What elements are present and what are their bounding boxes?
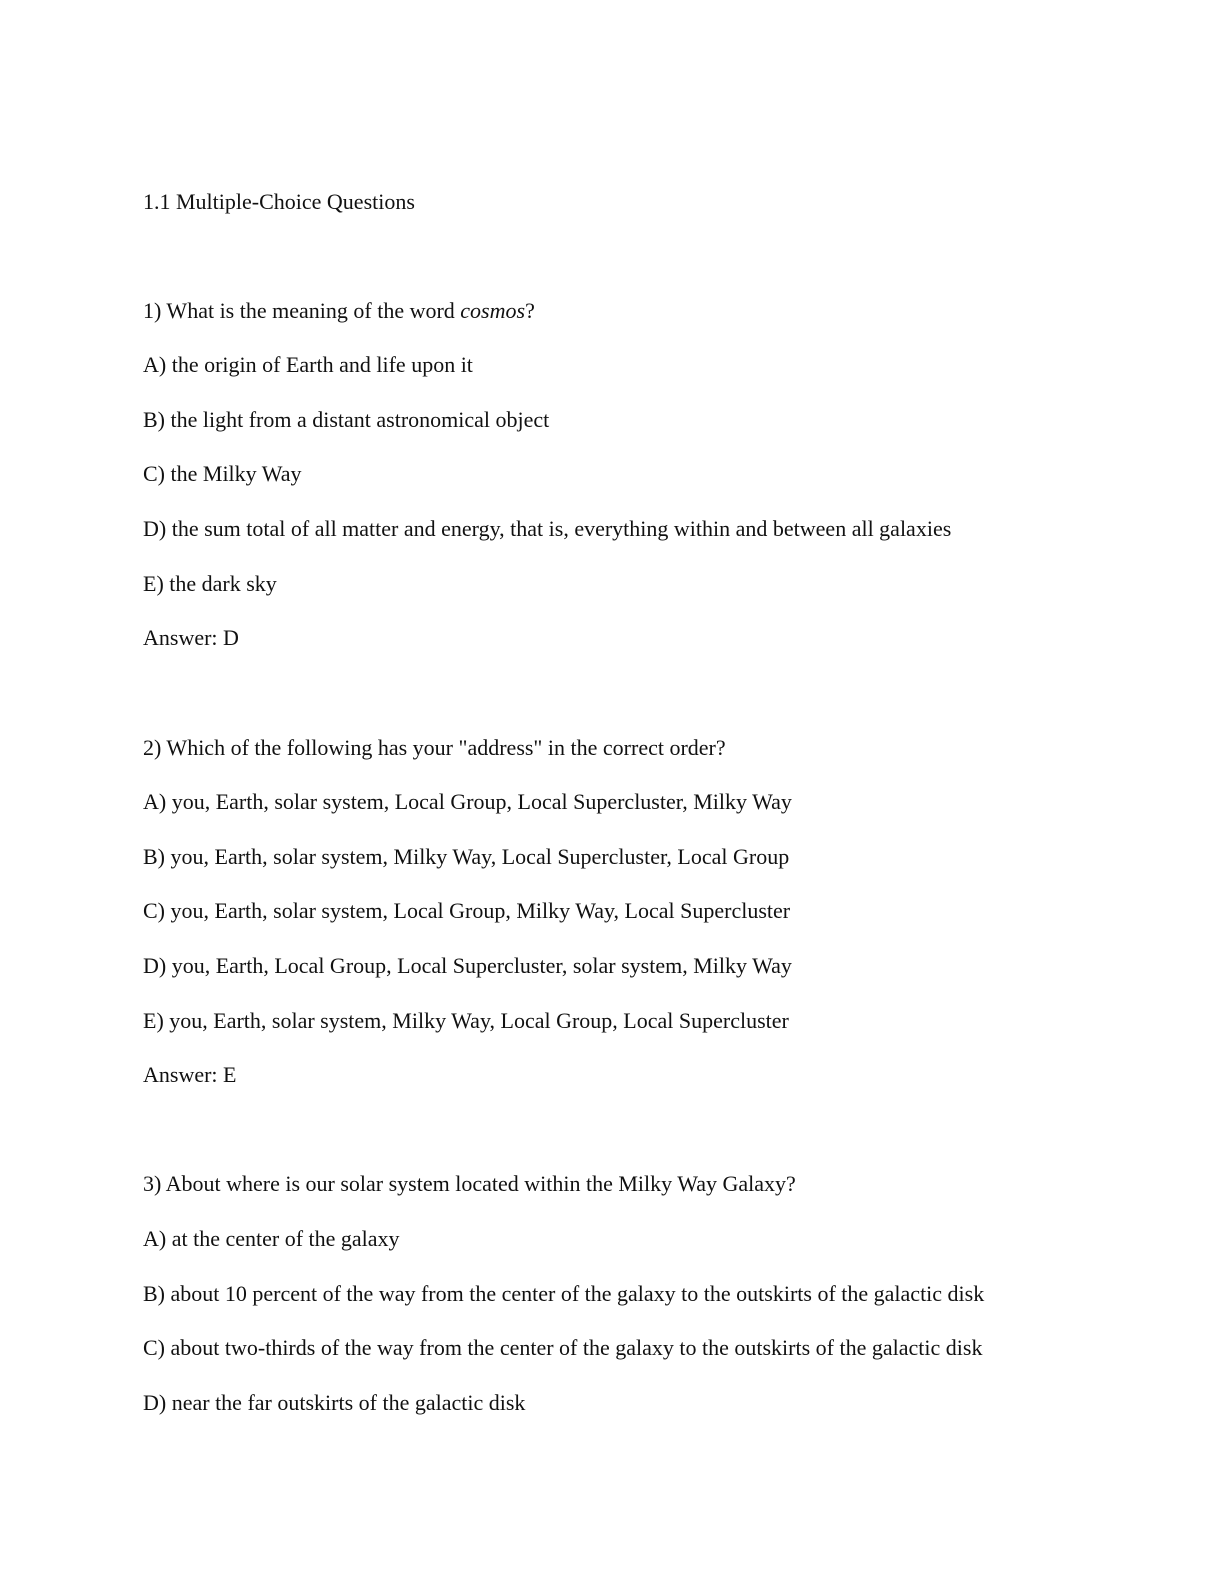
- q2-option-e: E) you, Earth, solar system, Milky Way, Local Group, Local Supercluster: [143, 1008, 789, 1033]
- question-1-prompt: [143, 298, 535, 324]
- section-title: 1.1 Multiple-Choice Questions: [143, 189, 415, 214]
- question-3-prompt: 3) About where is our solar system located within the Milky Way Galaxy?: [143, 1171, 796, 1196]
- q2-option-b: B) you, Earth, solar system, Milky Way, Local Supercluster, Local Group: [143, 844, 790, 869]
- question-2-prompt: 2) Which of the following has your "address" in the correct order?: [143, 735, 726, 760]
- q2-answer: Answer: E: [143, 1062, 237, 1087]
- q2-option-d: D) you, Earth, Local Group, Local Supercluster, solar system, Milky Way: [143, 953, 792, 978]
- q1-option-e: E) the dark sky: [143, 571, 277, 596]
- q3-option-c: C) about two-thirds of the way from the center of the galaxy to the outskirts of the galactic disk: [143, 1335, 983, 1360]
- q2-option-a: A) you, Earth, solar system, Local Group, Local Supercluster, Milky Way: [143, 789, 792, 814]
- q1-option-c: C) the Milky Way: [143, 461, 302, 486]
- q1-option-b: B) the light from a distant astronomical object: [143, 407, 550, 432]
- q1-answer: Answer: D: [143, 625, 239, 650]
- q2-option-c: C) you, Earth, solar system, Local Group, Milky Way, Local Supercluster: [143, 898, 791, 923]
- q1-option-d: D) the sum total of all matter and energy, that is, everything within and between all galaxies: [143, 516, 952, 541]
- prompt-emphasis: cosmos: [460, 298, 526, 323]
- q3-option-b: B) about 10 percent of the way from the center of the galaxy to the outskirts of the galactic disk: [143, 1281, 985, 1306]
- q3-option-d: D) near the far outskirts of the galactic disk: [143, 1390, 526, 1415]
- q1-option-a: A) the origin of Earth and life upon it: [143, 352, 473, 377]
- prompt-text: 1) What is the meaning of the word: [143, 298, 461, 323]
- prompt-end: ?: [525, 298, 535, 323]
- q3-option-a: A) at the center of the galaxy: [143, 1226, 400, 1251]
